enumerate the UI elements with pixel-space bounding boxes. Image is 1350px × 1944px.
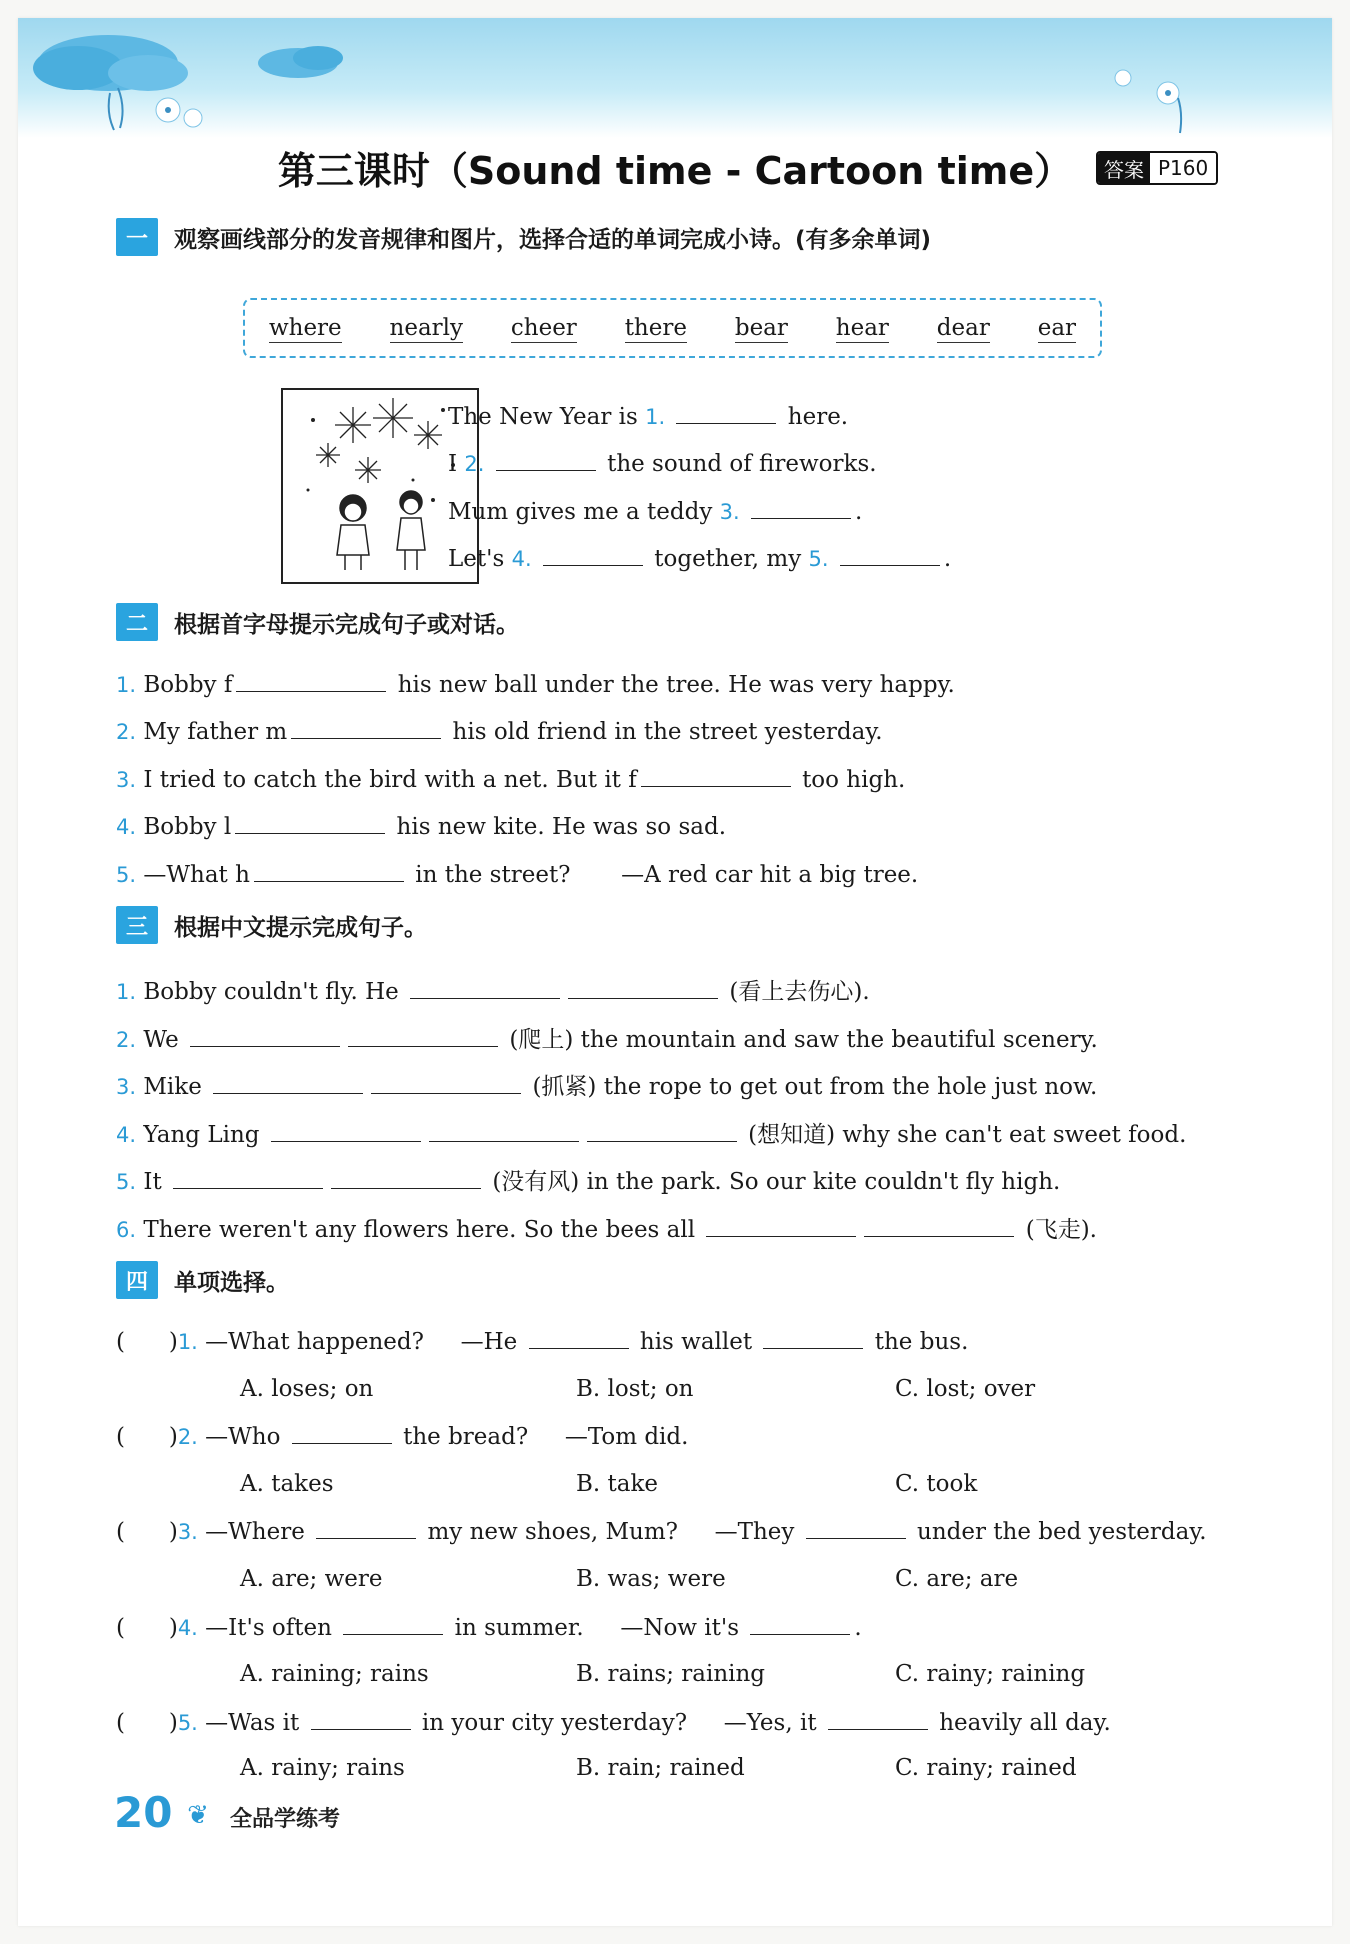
option-b[interactable]: B. was; were xyxy=(576,1566,726,1592)
word-bank-item: there xyxy=(624,314,687,341)
section-2-heading xyxy=(116,603,519,641)
option-c[interactable]: C. are; are xyxy=(895,1566,1019,1592)
option-c[interactable]: C. rainy; raining xyxy=(895,1661,1086,1687)
poem-text: I xyxy=(448,451,458,477)
section-number: 三 xyxy=(116,906,158,944)
question-text: There weren't any flowers here. So the bees all xyxy=(143,1217,696,1243)
blank-number: 1. xyxy=(645,405,666,429)
question-line xyxy=(116,766,905,793)
answer-blank xyxy=(292,1423,392,1444)
option-b[interactable]: B. take xyxy=(576,1471,659,1497)
question-number: 2. xyxy=(116,720,137,744)
question-number: 3. xyxy=(116,1075,137,1099)
question-text: his old friend in the street yesterday. xyxy=(452,719,883,745)
question-number: 5. xyxy=(116,1170,137,1194)
answer-blank[interactable] xyxy=(190,1026,340,1047)
word-bank-item: ear xyxy=(1037,314,1077,341)
question-text: heavily all day. xyxy=(939,1710,1111,1736)
question-text: (没有风) in the park. So our kite couldn't fly high. xyxy=(492,1169,1061,1195)
answer-blank xyxy=(529,1328,629,1349)
question-text: his new ball under the tree. He was very happy. xyxy=(397,672,955,698)
option-c[interactable]: C. rainy; rained xyxy=(895,1755,1077,1781)
answer-blank xyxy=(750,1614,850,1635)
answer-blank xyxy=(828,1709,928,1730)
answer-page: P160 xyxy=(1150,153,1216,183)
poem-text: together, my xyxy=(654,546,802,572)
answer-blank[interactable] xyxy=(213,1073,363,1094)
question-text: —Was it xyxy=(205,1710,300,1736)
page-number-text: 20 xyxy=(114,1788,173,1837)
section-number: 四 xyxy=(116,1261,158,1299)
question-text: Bobby l xyxy=(143,814,232,840)
option-a[interactable]: A. rainy; rains xyxy=(240,1755,405,1781)
question-text: —They xyxy=(714,1519,795,1545)
question-text: —Yes, it xyxy=(723,1710,817,1736)
section-1-heading xyxy=(116,218,931,256)
question-text: Mike xyxy=(143,1074,202,1100)
question-line xyxy=(116,718,883,745)
question-number: 2. xyxy=(116,1028,137,1052)
brand-name: 全品学练考 xyxy=(230,1807,341,1832)
answer-label: 答案 xyxy=(1098,153,1150,183)
question-text: the bread? xyxy=(403,1424,529,1450)
option-b[interactable]: B. lost; on xyxy=(576,1376,694,1402)
header-banner xyxy=(18,18,1332,138)
answer-reference-badge xyxy=(1096,151,1218,185)
answer-blank[interactable] xyxy=(706,1216,856,1237)
question-number: 1. xyxy=(116,980,137,1004)
answer-blank[interactable] xyxy=(587,1121,737,1142)
section-number: 二 xyxy=(116,603,158,641)
question-number: 3. xyxy=(116,768,137,792)
answer-blank xyxy=(311,1709,411,1730)
poem-text: Mum gives me a teddy xyxy=(448,499,713,525)
question-text: too high. xyxy=(802,767,906,793)
option-b[interactable]: B. rain; rained xyxy=(576,1755,745,1781)
answer-bracket[interactable]: ( ) xyxy=(116,1424,178,1450)
question-number: 3. xyxy=(177,1520,198,1544)
answer-bracket[interactable]: ( ) xyxy=(116,1615,178,1641)
answer-blank[interactable] xyxy=(348,1026,498,1047)
poem-text: The New Year is xyxy=(448,404,638,430)
mc-question xyxy=(116,1518,1207,1545)
question-text: —Who xyxy=(205,1424,281,1450)
question-text: —He xyxy=(460,1329,518,1355)
section-instruction: 观察画线部分的发音规律和图片，选择合适的单词完成小诗。(有多余单词) xyxy=(174,226,932,253)
poem-text: . xyxy=(855,499,863,525)
poem-line xyxy=(448,450,877,477)
mc-question xyxy=(116,1614,862,1641)
section-instruction: 根据中文提示完成句子。 xyxy=(174,914,427,941)
answer-blank[interactable] xyxy=(235,813,385,834)
answer-blank[interactable] xyxy=(331,1168,481,1189)
word-bank xyxy=(243,298,1102,358)
mc-question xyxy=(116,1423,688,1450)
word-bank-item: where xyxy=(268,314,342,341)
word-bank-item: nearly xyxy=(389,314,464,341)
question-text: his wallet xyxy=(639,1329,753,1355)
answer-blank[interactable] xyxy=(840,545,940,566)
section-number: 一 xyxy=(116,218,158,256)
blank-number: 2. xyxy=(464,452,485,476)
question-number: 4. xyxy=(177,1616,198,1640)
question-text: the bus. xyxy=(874,1329,969,1355)
answer-blank[interactable] xyxy=(429,1121,579,1142)
section-instruction: 单项选择。 xyxy=(174,1269,289,1296)
blank-number: 5. xyxy=(808,547,829,571)
question-number: 4. xyxy=(116,815,137,839)
answer-bracket[interactable]: ( ) xyxy=(116,1519,178,1545)
word-bank-item: cheer xyxy=(510,314,577,341)
question-text: . xyxy=(854,1615,862,1641)
word-bank-item: hear xyxy=(835,314,889,341)
option-a[interactable]: A. raining; rains xyxy=(240,1661,429,1687)
question-text: in the street? xyxy=(415,862,571,888)
question-text: —Tom did. xyxy=(564,1424,689,1450)
question-text: my new shoes, Mum? xyxy=(427,1519,679,1545)
blank-number: 3. xyxy=(719,500,740,524)
question-text: —What happened? xyxy=(205,1329,424,1355)
answer-bracket[interactable]: ( ) xyxy=(116,1329,178,1355)
answer-blank[interactable] xyxy=(254,861,404,882)
question-text: —It's often xyxy=(205,1615,332,1641)
question-line xyxy=(116,1116,1186,1149)
page-title: 第三课时（Sound time - Cartoon time） xyxy=(277,149,1073,193)
question-text: (飞走). xyxy=(1025,1217,1097,1243)
answer-blank[interactable] xyxy=(543,545,643,566)
answer-blank xyxy=(343,1614,443,1635)
section-3-heading xyxy=(116,906,427,944)
question-line xyxy=(116,973,870,1006)
answer-blank[interactable] xyxy=(291,718,441,739)
sprout-icon: ❦ xyxy=(187,1800,209,1831)
poem-line xyxy=(448,498,862,525)
question-number: 4. xyxy=(116,1123,137,1147)
question-number: 1. xyxy=(116,673,137,697)
question-line xyxy=(116,1021,1098,1054)
question-text: Yang Ling xyxy=(143,1122,260,1148)
question-text: (爬上) the mountain and saw the beautiful scenery. xyxy=(509,1027,1098,1053)
question-text: It xyxy=(143,1169,162,1195)
question-number: 6. xyxy=(116,1218,137,1242)
question-text: We xyxy=(143,1027,179,1053)
section-4-heading xyxy=(116,1261,289,1299)
question-text: My father m xyxy=(143,719,288,745)
answer-blank[interactable] xyxy=(676,403,776,424)
word-bank-item: bear xyxy=(734,314,788,341)
answer-blank[interactable] xyxy=(271,1121,421,1142)
question-text: in your city yesterday? xyxy=(421,1710,688,1736)
question-number: 5. xyxy=(177,1711,198,1735)
section-instruction: 根据首字母提示完成句子或对话。 xyxy=(174,611,519,638)
question-line xyxy=(116,1068,1097,1101)
question-line xyxy=(116,671,955,698)
question-text: Bobby couldn't fly. He xyxy=(143,979,399,1005)
page-number xyxy=(114,1788,209,1837)
poem-text: . xyxy=(943,546,952,572)
worksheet-page xyxy=(18,18,1332,1926)
answer-bracket[interactable]: ( ) xyxy=(116,1710,178,1736)
question-text: (想知道) why she can't eat sweet food. xyxy=(748,1122,1187,1148)
poem-line xyxy=(448,545,951,572)
option-c[interactable]: C. took xyxy=(895,1471,978,1497)
answer-blank xyxy=(316,1518,416,1539)
question-text: Bobby f xyxy=(143,672,233,698)
question-text: —Where xyxy=(205,1519,305,1545)
question-text: —A red car hit a big tree. xyxy=(621,862,919,888)
question-number: 5. xyxy=(116,863,137,887)
word-bank-item: dear xyxy=(936,314,990,341)
question-text: I tried to catch the bird with a net. But it f xyxy=(143,767,637,793)
question-text: —What h xyxy=(143,862,250,888)
question-text: his new kite. He was so sad. xyxy=(396,814,727,840)
question-line xyxy=(116,861,918,888)
poem-line xyxy=(448,403,848,430)
answer-blank[interactable] xyxy=(173,1168,323,1189)
answer-blank[interactable] xyxy=(410,978,560,999)
question-text: under the bed yesterday. xyxy=(917,1519,1207,1545)
poem-text: Let's xyxy=(448,546,505,572)
question-text: in summer. xyxy=(454,1615,584,1641)
poem-text: the sound of fireworks. xyxy=(607,451,877,477)
mc-question xyxy=(116,1709,1111,1736)
banner-decoration-icon xyxy=(18,18,1332,138)
option-a[interactable]: A. takes xyxy=(240,1471,334,1497)
answer-blank[interactable] xyxy=(568,978,718,999)
question-number: 1. xyxy=(177,1330,198,1354)
option-a[interactable]: A. loses; on xyxy=(240,1376,374,1402)
answer-blank[interactable] xyxy=(751,498,851,519)
question-text: (看上去伤心). xyxy=(729,979,870,1005)
answer-blank[interactable] xyxy=(864,1216,1014,1237)
poem-text: here. xyxy=(787,404,849,430)
option-c[interactable]: C. lost; over xyxy=(895,1376,1036,1402)
answer-blank xyxy=(806,1518,906,1539)
question-line xyxy=(116,1163,1060,1196)
mc-question xyxy=(116,1328,968,1355)
question-text: —Now it's xyxy=(620,1615,740,1641)
question-line xyxy=(116,813,726,840)
answer-blank[interactable] xyxy=(641,766,791,787)
answer-blank[interactable] xyxy=(496,450,596,471)
option-a[interactable]: A. are; were xyxy=(240,1566,383,1592)
question-text: (抓紧) the rope to get out from the hole just now. xyxy=(532,1074,1098,1100)
answer-blank[interactable] xyxy=(371,1073,521,1094)
question-line xyxy=(116,1211,1097,1244)
option-b[interactable]: B. rains; raining xyxy=(576,1661,766,1687)
answer-blank xyxy=(763,1328,863,1349)
answer-blank[interactable] xyxy=(236,671,386,692)
blank-number: 4. xyxy=(511,547,532,571)
question-number: 2. xyxy=(177,1425,198,1449)
